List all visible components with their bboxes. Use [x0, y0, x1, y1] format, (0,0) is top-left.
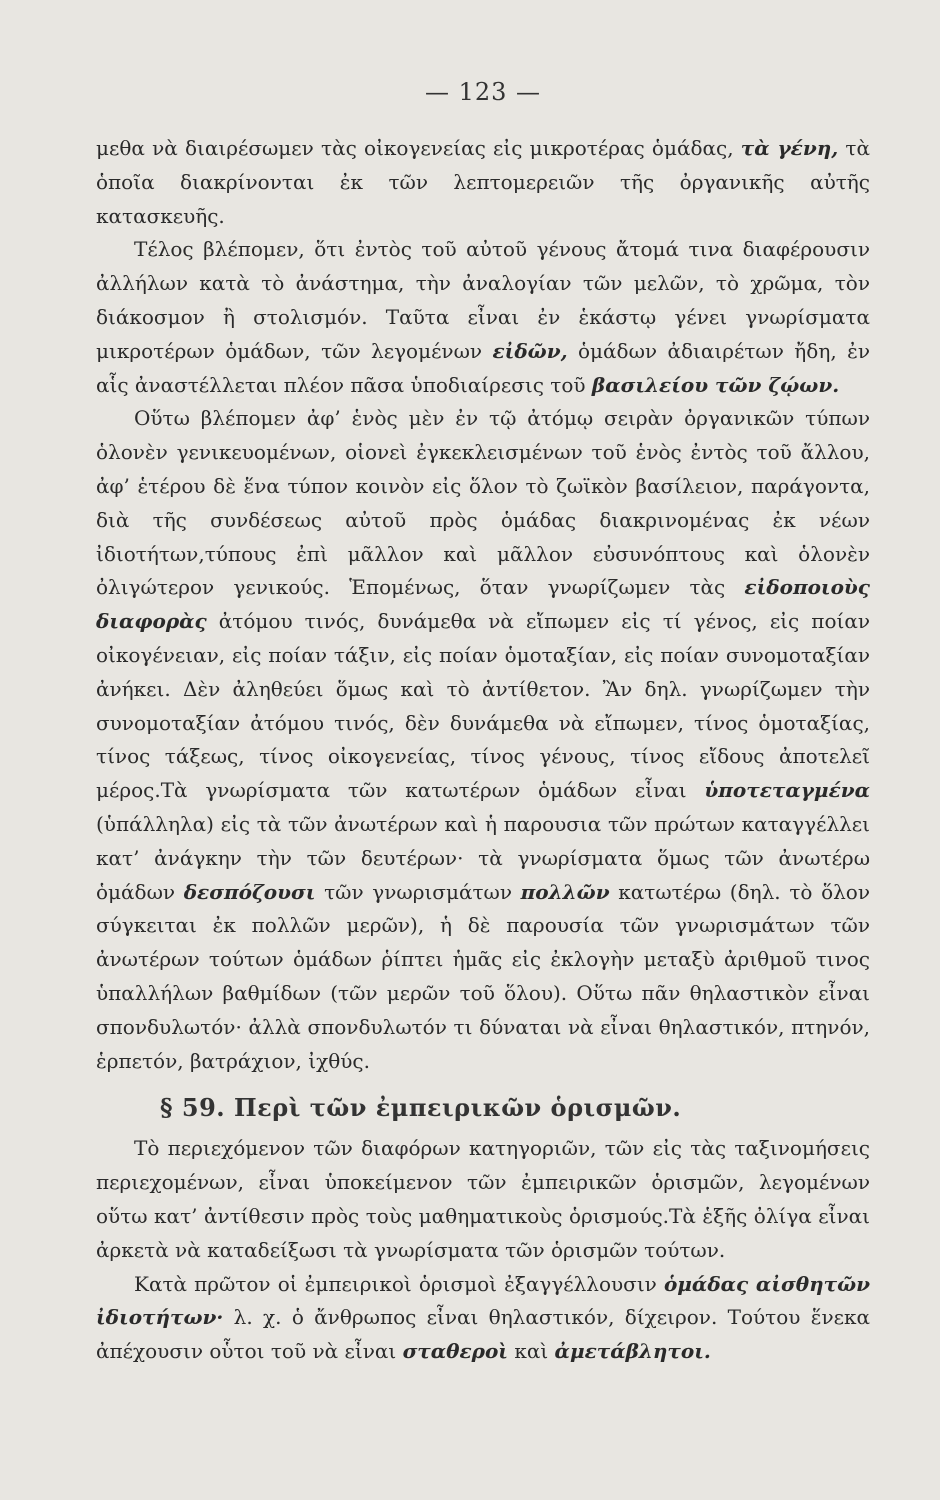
text-run: τῶν γνωρισμάτων: [315, 879, 521, 904]
paragraph: [96, 132, 870, 233]
section-heading: § 59. Περὶ τῶν ἐμπειρικῶν ὁρισμῶν.: [160, 1093, 682, 1123]
paragraph: [96, 402, 870, 1078]
text-run: κατωτέρω (δηλ. τὸ ὅλον σύγκειται ἐκ πολλῶν μερῶν), ἡ δὲ παρουσία τῶν γνωρισμάτων τῶν ἀνωτέρων τούτων ὁμάδων ῥίπτει ἡμᾶς εἰς ἐκλογὴν μεταξὺ ἀριθμοῦ τινος ὑπαλλήλων βαθμίδων (τῶν μερῶν τοῦ ὅλου). Οὕτω πᾶν θηλαστικὸν εἶναι σπονδυλωτόν· ἀλλὰ σπονδυλωτόν τι δύναται νὰ εἶναι θηλαστικόν, πτηνόν, ἑρπετόν, βατράχιον, ἰχθύς.: [96, 879, 870, 1073]
emphasized-term: ὑποτεταγμένα: [704, 778, 870, 803]
text-run: ὁμάδων ἀδιαιρέτων ἤδη, ἐν αἷς ἀναστέλλεται πλέον πᾶσα ὑποδιαίρεσις τοῦ: [96, 338, 870, 397]
text-run: τὰ ὁποῖα διακρίνονται ἐκ τῶν λεπτομερειῶν τῆς ὀργανικῆς αὐτῆς κατασκευῆς.: [96, 136, 871, 228]
paragraphs-after: [96, 1132, 870, 1369]
emphasized-term: εἰδῶν,: [492, 338, 568, 363]
emphasized-term: βασιλείου τῶν ζῴων.: [591, 372, 840, 397]
emphasized-term: ἀμετάβλητοι.: [554, 1339, 711, 1364]
paragraphs-before: [96, 132, 870, 1078]
text-run: καὶ: [507, 1339, 555, 1364]
text-run: Κατὰ πρῶτον οἱ ἐμπειρικοὶ ὁρισμοὶ ἐξαγγέλλουσιν: [134, 1271, 664, 1296]
emphasized-term: πολλῶν: [520, 879, 610, 904]
text-run: Οὕτω βλέπομεν ἀφ’ ἑνὸς μὲν ἐν τῷ ἀτόμῳ σειρὰν ὀργανικῶν τύπων ὁλονὲν γενικευομένων, οἱονεὶ ἐγκεκλεισμένων τοῦ ἑνὸς ἐντὸς τοῦ ἄλλου, ἀφ’ ἑτέρου δὲ ἕνα τύπον κοινὸν εἰς ὅλον τὸ ζωϊκὸν βασίλειον, παράγοντα, διὰ τῆς συνδέσεως αὐτοῦ πρὸς ὁμάδας διακρινομένας ἐκ νέων ἰδιοτήτων,τύπους ἐπὶ μᾶλλον καὶ μᾶλλον εὐσυνόπτους καὶ ὁλονὲν ὀλιγώτερον γενικούς. Ἑπομένως, ὅταν γνωρίζωμεν τὰς: [96, 406, 870, 600]
text-run: Τέλος βλέπομεν, ὅτι ἐντὸς τοῦ αὐτοῦ γένους ἄτομά τινα διαφέρουσιν ἀλλήλων κατὰ τὸ ἀνάστημα, τὴν ἀναλογίαν τῶν μελῶν, τὸ χρῶμα, τὸν διάκοσμον ἢ στολισμόν. Ταῦτα εἶναι ἐν ἑκάστῳ γένει γνωρίσματα μικροτέρων ὁμάδων, τῶν λεγομένων: [96, 237, 870, 363]
page-number: — 123 —: [424, 78, 542, 106]
text-run: ἀτόμου τινός, δυνάμεθα νὰ εἴπωμεν εἰς τί γένος, εἰς ποίαν οἰκογένειαν, εἰς ποίαν τάξιν, εἰς ποίαν ὁμοταξίαν, εἰς ποίαν συνομοταξίαν ἀνήκει. Δὲν ἀληθεύει ὅμως καὶ τὸ ἀντίθετον. Ἂν δηλ. γνωρίζωμεν τὴν συνομοταξίαν ἀτόμου τινός, δὲν δυνάμεθα νὰ εἴπωμεν, τίνος ὁμοταξίας, τίνος τάξεως, τίνος οἰκογενείας, τίνος γένους, τίνος εἴδους ἀποτελεῖ μέρος.Τὰ γνωρίσματα τῶν κατωτέρων ὁμάδων εἶναι: [96, 609, 870, 803]
emphasized-term: σταθεροὶ: [402, 1339, 508, 1364]
emphasized-term: ὁμάδας αἰσθητῶν ἰδιοτήτων·: [96, 1271, 871, 1330]
emphasized-term: δεσπόζουσι: [183, 879, 316, 904]
paragraph: [96, 233, 870, 402]
text-run: μεθα νὰ διαιρέσωμεν τὰς οἰκογενείας εἰς μικροτέρας ὁμάδας,: [96, 136, 741, 160]
body-text: [96, 132, 870, 1369]
emphasized-term: τὰ γένη,: [740, 136, 839, 160]
text-run: (ὑπάλληλα) εἰς τὰ τῶν ἀνωτέρων καὶ ἡ παρουσια τῶν πρώτων καταγγέλλει κατ’ ἀνάγκην τὴν τῶν δευτέρων· τὰ γνωρίσματα ὅμως τῶν ἀνωτέρω ὁμάδων: [96, 811, 870, 904]
emphasized-term: εἰδοποιοὺς διαφορὰς: [96, 575, 870, 634]
text-run: Τὸ περιεχόμενον τῶν διαφόρων κατηγοριῶν, τῶν εἰς τὰς ταξινομήσεις περιεχομένων, εἶναι ὑποκείμενον τῶν ἐμπειρικῶν ὁρισμῶν, λεγομένων οὕτω κατ’ ἀντίθεσιν πρὸς τοὺς μαθηματικοὺς ὁρισμούς.Τὰ ἑξῆς ὀλίγα εἶναι ἀρκετὰ νὰ καταδείξωσι τὰ γνωρίσματα τῶν ὁρισμῶν τούτων.: [96, 1136, 870, 1262]
paragraph: [96, 1132, 870, 1267]
text-run: λ. χ. ὁ ἄνθρωπος εἶναι θηλαστικόν, δίχειρον. Τούτου ἕνεκα ἀπέχουσιν οὗτοι τοῦ νὰ εἶναι: [96, 1305, 870, 1364]
paragraph: [96, 1268, 870, 1369]
